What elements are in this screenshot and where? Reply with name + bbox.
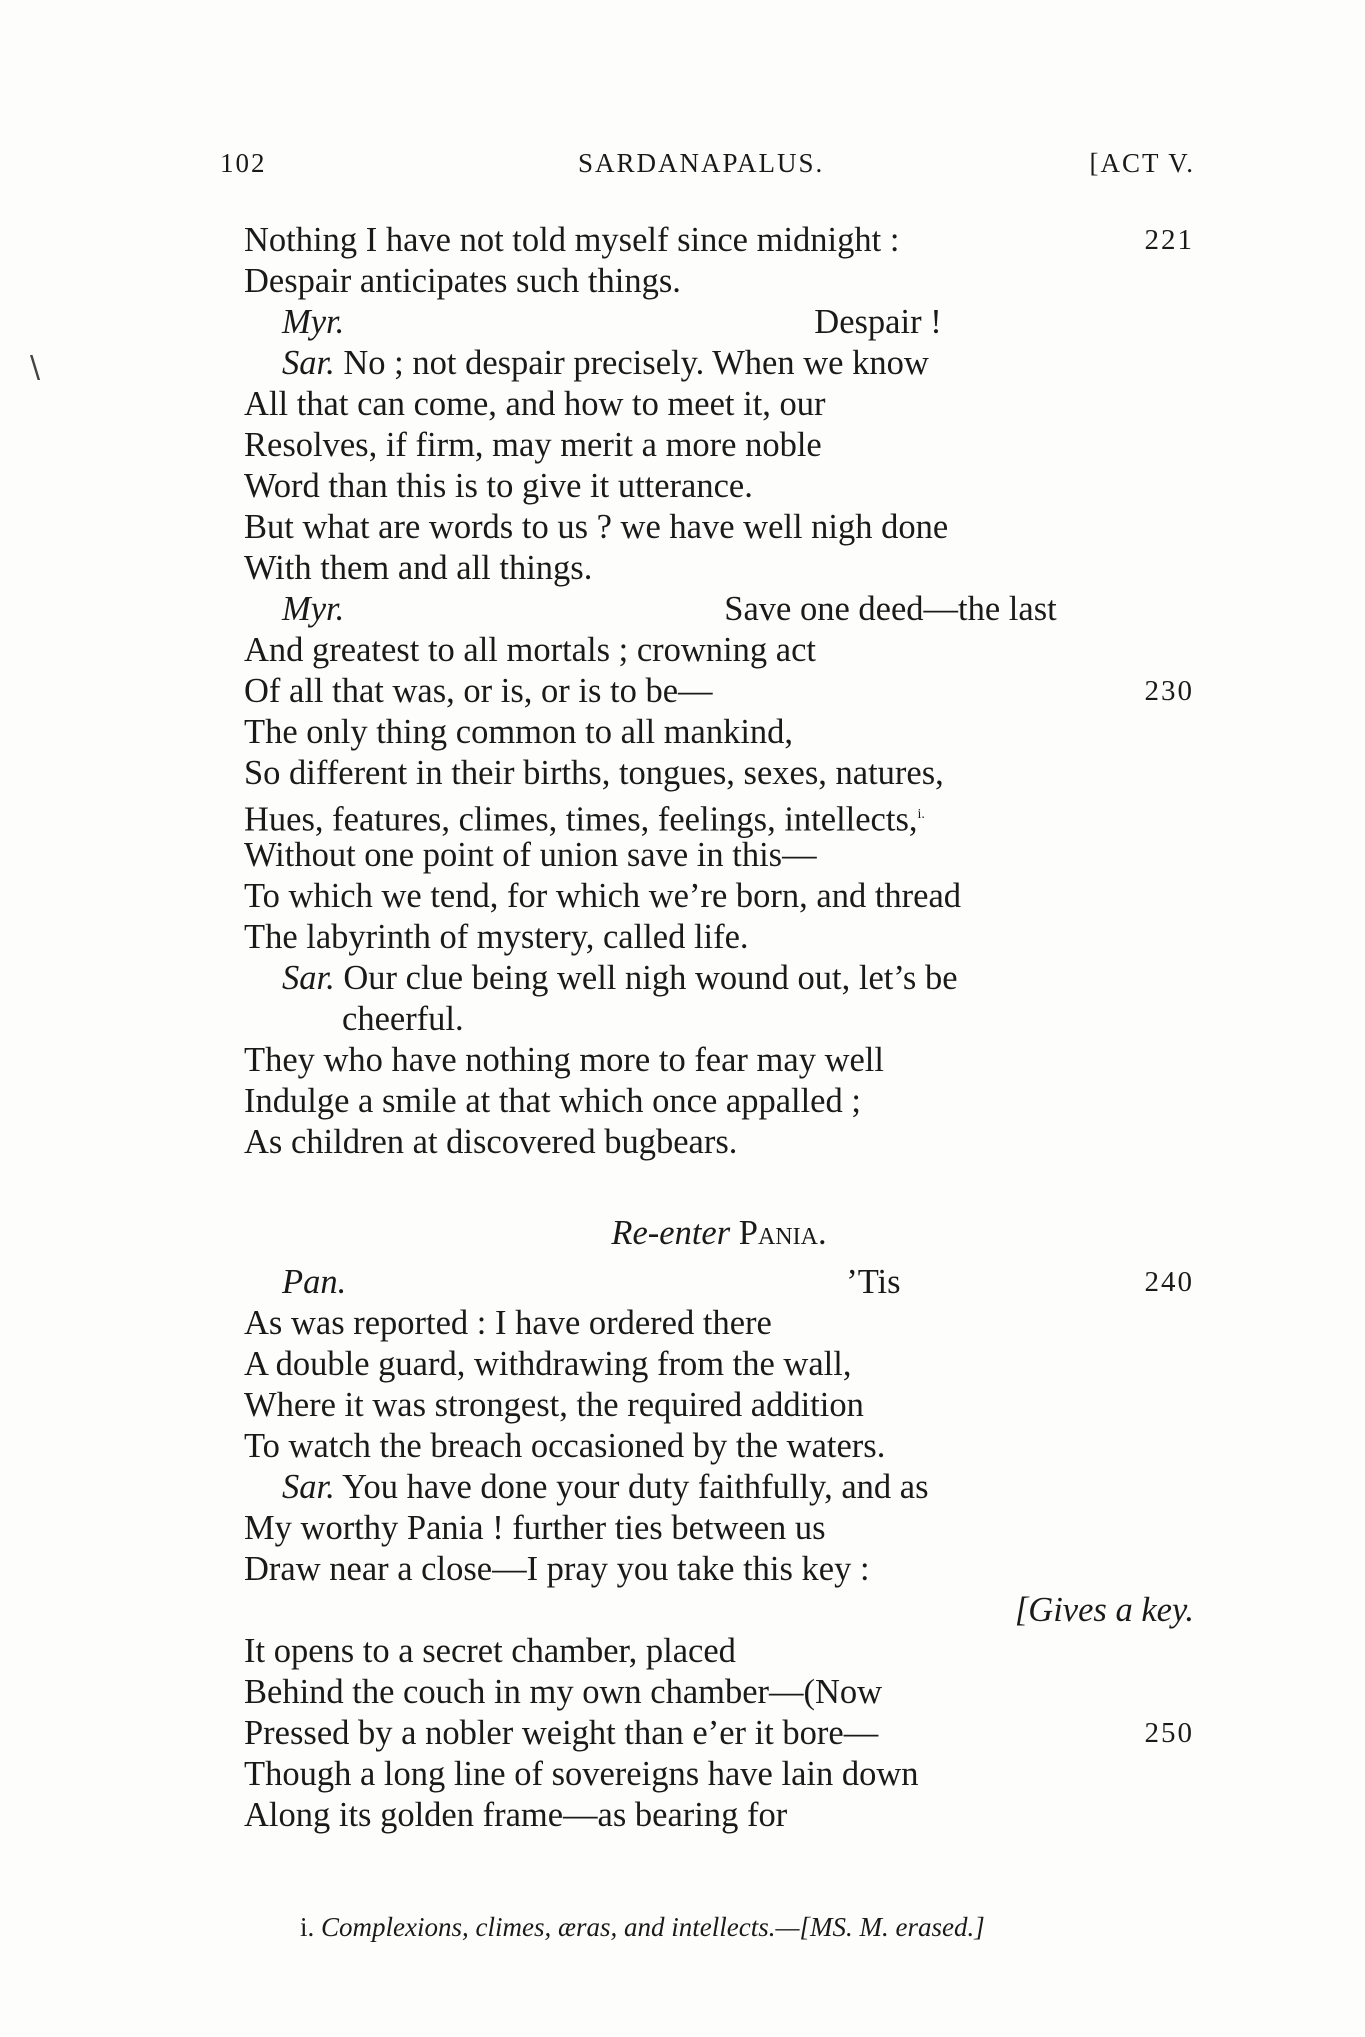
- line-text: Though a long line of sovereigns have lain down: [244, 1755, 919, 1793]
- verse-line: [244, 712, 1194, 753]
- verse-line: [244, 1303, 1194, 1344]
- blank-line: [244, 1163, 1194, 1204]
- line-text: They who have nothing more to fear may well: [244, 1041, 884, 1079]
- line-text: Save one deed—the last: [724, 590, 1057, 628]
- verse-line: [244, 1754, 1194, 1795]
- line-text: To watch the breach occasioned by the waters.: [244, 1427, 886, 1465]
- verse-line: [244, 753, 1194, 794]
- verse-line: [244, 876, 1194, 917]
- verse-line: [244, 589, 1194, 630]
- verse-line: [244, 917, 1194, 958]
- verse-line: [244, 1122, 1194, 1163]
- verse-line: [244, 1549, 1194, 1590]
- margin-mark: \: [30, 350, 41, 385]
- verse-line: [244, 425, 1194, 466]
- stage-direction-inline: [Gives a key.: [1014, 1591, 1194, 1629]
- verse-line: [244, 1081, 1194, 1122]
- verse-line: [244, 1631, 1194, 1672]
- verse-line: [244, 261, 1194, 302]
- line-text: And greatest to all mortals ; crowning act: [244, 631, 816, 669]
- verse-line: [244, 1344, 1194, 1385]
- verse-line: [244, 1467, 1194, 1508]
- stage-direction: [244, 1204, 1194, 1262]
- line-text: Draw near a close—I pray you take this key :: [244, 1550, 870, 1588]
- footnote: [300, 1912, 985, 1943]
- line-text: Hues, features, climes, times, feelings, intellects,: [244, 800, 918, 839]
- verse-line: [244, 630, 1194, 671]
- verse-line: [244, 1426, 1194, 1467]
- line-text: ’Tis: [846, 1263, 901, 1301]
- running-header: [220, 148, 1195, 188]
- line-number: 221: [1144, 224, 1194, 256]
- speaker-name: Myr.: [282, 590, 345, 628]
- verse-line: [244, 548, 1194, 589]
- line-text: As children at discovered bugbears.: [244, 1123, 738, 1161]
- verse-line: [244, 1508, 1194, 1549]
- line-text: The labyrinth of mystery, called life.: [244, 918, 749, 956]
- verse-line: [244, 1040, 1194, 1081]
- speaker-name: Sar.: [282, 959, 335, 997]
- stage-direction-italic: Re-enter: [611, 1214, 731, 1252]
- line-text: Pressed by a nobler weight than e’er it bore—: [244, 1714, 879, 1752]
- verse-line: [244, 1590, 1194, 1631]
- verse-line: [244, 999, 1194, 1040]
- speaker-name: Pan.: [282, 1263, 347, 1301]
- verse-line: [244, 1795, 1194, 1836]
- line-text: To which we tend, for which we’re born, and thread: [244, 877, 962, 915]
- verse-line: [244, 507, 1194, 548]
- line-text: cheerful.: [342, 1000, 464, 1038]
- speaker-name: Sar.: [282, 1468, 335, 1506]
- line-text: With them and all things.: [244, 549, 593, 587]
- verse-line: [244, 835, 1194, 876]
- line-text: You have done your duty faithfully, and as: [334, 1468, 929, 1506]
- verse-line: [244, 671, 1194, 712]
- line-text: My worthy Pania ! further ties between us: [244, 1509, 826, 1547]
- verse-line: [244, 384, 1194, 425]
- line-text: As was reported : I have ordered there: [244, 1304, 772, 1342]
- line-text: Nothing I have not told myself since midnight :: [244, 221, 900, 259]
- line-text: So different in their births, tongues, sexes, natures,: [244, 754, 944, 792]
- line-number: 250: [1144, 1717, 1194, 1749]
- line-text: A double guard, withdrawing from the wall,: [244, 1345, 852, 1383]
- verse-line: [244, 958, 1194, 999]
- verse-line: [244, 1672, 1194, 1713]
- line-text: The only thing common to all mankind,: [244, 713, 794, 751]
- line-text: Despair anticipates such things.: [244, 262, 681, 300]
- line-text: Resolves, if firm, may merit a more noble: [244, 426, 822, 464]
- verse-line: [244, 1385, 1194, 1426]
- line-text: Indulge a smile at that which once appalled ;: [244, 1082, 861, 1120]
- footnote-text: Complexions, climes, æras, and intellects.: [321, 1912, 776, 1942]
- line-text: Behind the couch in my own chamber—(Now: [244, 1673, 883, 1711]
- line-text: Along its golden frame—as bearing for: [244, 1796, 788, 1834]
- footnote-marker: i.: [300, 1912, 315, 1942]
- line-number: 230: [1144, 675, 1194, 707]
- line-text: Of all that was, or is, or is to be—: [244, 672, 713, 710]
- verse-line: [244, 343, 1194, 384]
- verse-line: [244, 302, 1194, 343]
- page-number: 102: [220, 148, 267, 178]
- verse-text: [244, 220, 1194, 1836]
- line-text: Word than this is to give it utterance.: [244, 467, 753, 505]
- line-text: Our clue being well nigh wound out, let’s be: [334, 959, 958, 997]
- verse-line: [244, 466, 1194, 507]
- verse-line: [244, 794, 1194, 839]
- speaker-name: Sar.: [282, 344, 335, 382]
- line-text: But what are words to us ? we have well nigh done: [244, 508, 949, 546]
- line-text: Without one point of union save in this—: [244, 836, 817, 874]
- act-label: [ACT V.: [1089, 148, 1195, 178]
- footnote-source: —[MS. M. erased.]: [775, 1912, 985, 1942]
- line-text: Where it was strongest, the required addition: [244, 1386, 864, 1424]
- verse-line: [244, 1713, 1194, 1754]
- line-number: 240: [1144, 1266, 1194, 1298]
- line-text: No ; not despair precisely. When we know: [334, 344, 929, 382]
- footnote-ref: i.: [917, 807, 925, 822]
- running-title: SARDANAPALUS.: [578, 148, 825, 178]
- stage-direction-name: Pania.: [730, 1214, 827, 1252]
- speaker-name: Myr.: [282, 303, 345, 341]
- verse-line: [244, 1262, 1194, 1303]
- verse-line: [244, 220, 1194, 261]
- line-text: It opens to a secret chamber, placed: [244, 1632, 736, 1670]
- line-text: Despair !: [814, 303, 942, 341]
- line-text: All that can come, and how to meet it, our: [244, 385, 826, 423]
